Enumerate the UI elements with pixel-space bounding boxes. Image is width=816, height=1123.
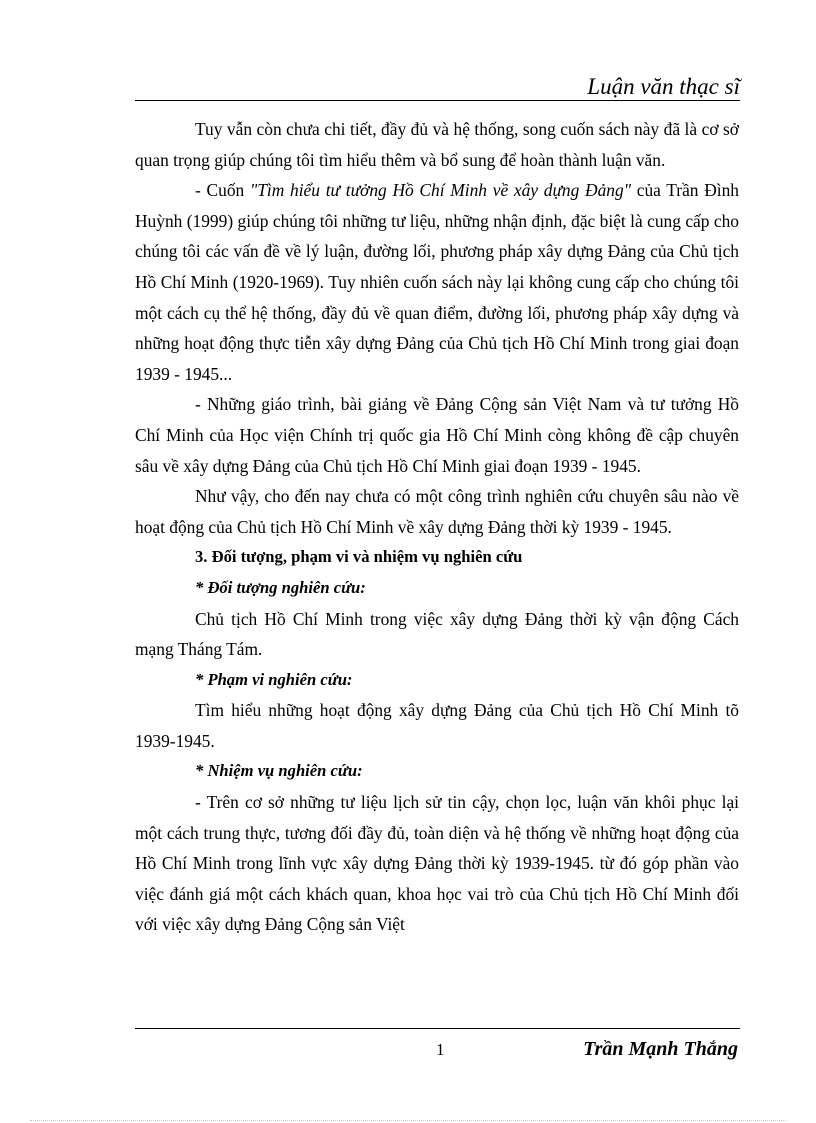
subheading-scope: * Phạm vi nghiên cứu: [195, 669, 353, 689]
header-title: Luận văn thạc sĩ [587, 74, 740, 99]
footer-divider [135, 1028, 740, 1029]
paragraph: Tuy vẫn còn chưa chi tiết, đầy đủ và hệ thống, song cuốn sách này đã là cơ sở quan trọng giúp chúng tôi tìm hiểu thêm và bổ sung để hoàn thành luận văn. [135, 119, 739, 170]
paragraph: Chủ tịch Hồ Chí Minh trong việc xây dựng Đảng thời kỳ vận động Cách mạng Tháng Tám. [135, 608, 739, 660]
body-text [135, 114, 739, 940]
citation-prefix: - Cuốn [195, 180, 250, 201]
footer-author: Trần Mạnh Thắng [583, 1038, 738, 1060]
paragraph: Tìm hiểu những hoạt động xây dựng Đảng của Chủ tịch Hồ Chí Minh tõ 1939-1945. [135, 700, 739, 751]
header-divider [135, 100, 740, 101]
page-number: 1 [436, 1040, 445, 1059]
paragraph: - Trên cơ sở những tư liệu lịch sử tin cậy, chọn lọc, luận văn khôi phục lại một cách trung thực, tương đối đầy đủ, toàn diện và hệ thống về những hoạt động của Hồ Chí Minh trong lĩnh vực xây dựng Đảng thời kỳ 1939-1945. từ đó góp phần vào việc đánh giá một cách khách quan, khoa học vai trò của Chủ tịch Hồ Chí Minh đối với việc xây dựng Đảng Cộng sản Việt [135, 792, 739, 935]
section-heading: 3. Đối tượng, phạm vi và nhiệm vụ nghiên cứu [195, 547, 523, 567]
citation-text: của Trần Đình Huỳnh (1999) giúp chúng tôi những tư liệu, những nhận định, đặc biệt là cung cấp cho chúng tôi các vấn đề về lý luận, đường lối, phương pháp xây dựng Đảng của Chủ tịch Hồ Chí Minh (1920-1969). Tuy nhiên cuốn sách này lại không cung cấp cho chúng tôi một cách cụ thể hệ thống, đầy đủ về quan điểm, đường lối, phương pháp xây dựng và những hoạt động thực tiễn xây dựng Đảng của Chủ tịch Hồ Chí Minh trong giai đoạn 1939 - 1945... [135, 180, 739, 384]
paragraph: Như vậy, cho đến nay chưa có một công trình nghiên cứu chuyên sâu nào về hoạt động của Chủ tịch Hồ Chí Minh về xây dựng Đảng thời kỳ 1939 - 1945. [135, 486, 739, 537]
paragraph-book-citation [135, 175, 739, 389]
book-title: "Tìm hiểu tư tưởng Hồ Chí Minh về xây dựng Đảng" [249, 180, 631, 201]
page-edge-guide [30, 1120, 786, 1121]
subheading-tasks: * Nhiệm vụ nghiên cứu: [195, 761, 363, 781]
paragraph: - Những giáo trình, bài giảng về Đảng Cộng sản Việt Nam và tư tưởng Hồ Chí Minh của Học viện Chính trị quốc gia Hồ Chí Minh còng không đề cập chuyên sâu về xây dựng Đảng của Chủ tịch Hồ Chí Minh giai đoạn 1939 - 1945. [135, 394, 739, 476]
subheading-object: * Đối tượng nghiên cứu: [195, 577, 366, 597]
